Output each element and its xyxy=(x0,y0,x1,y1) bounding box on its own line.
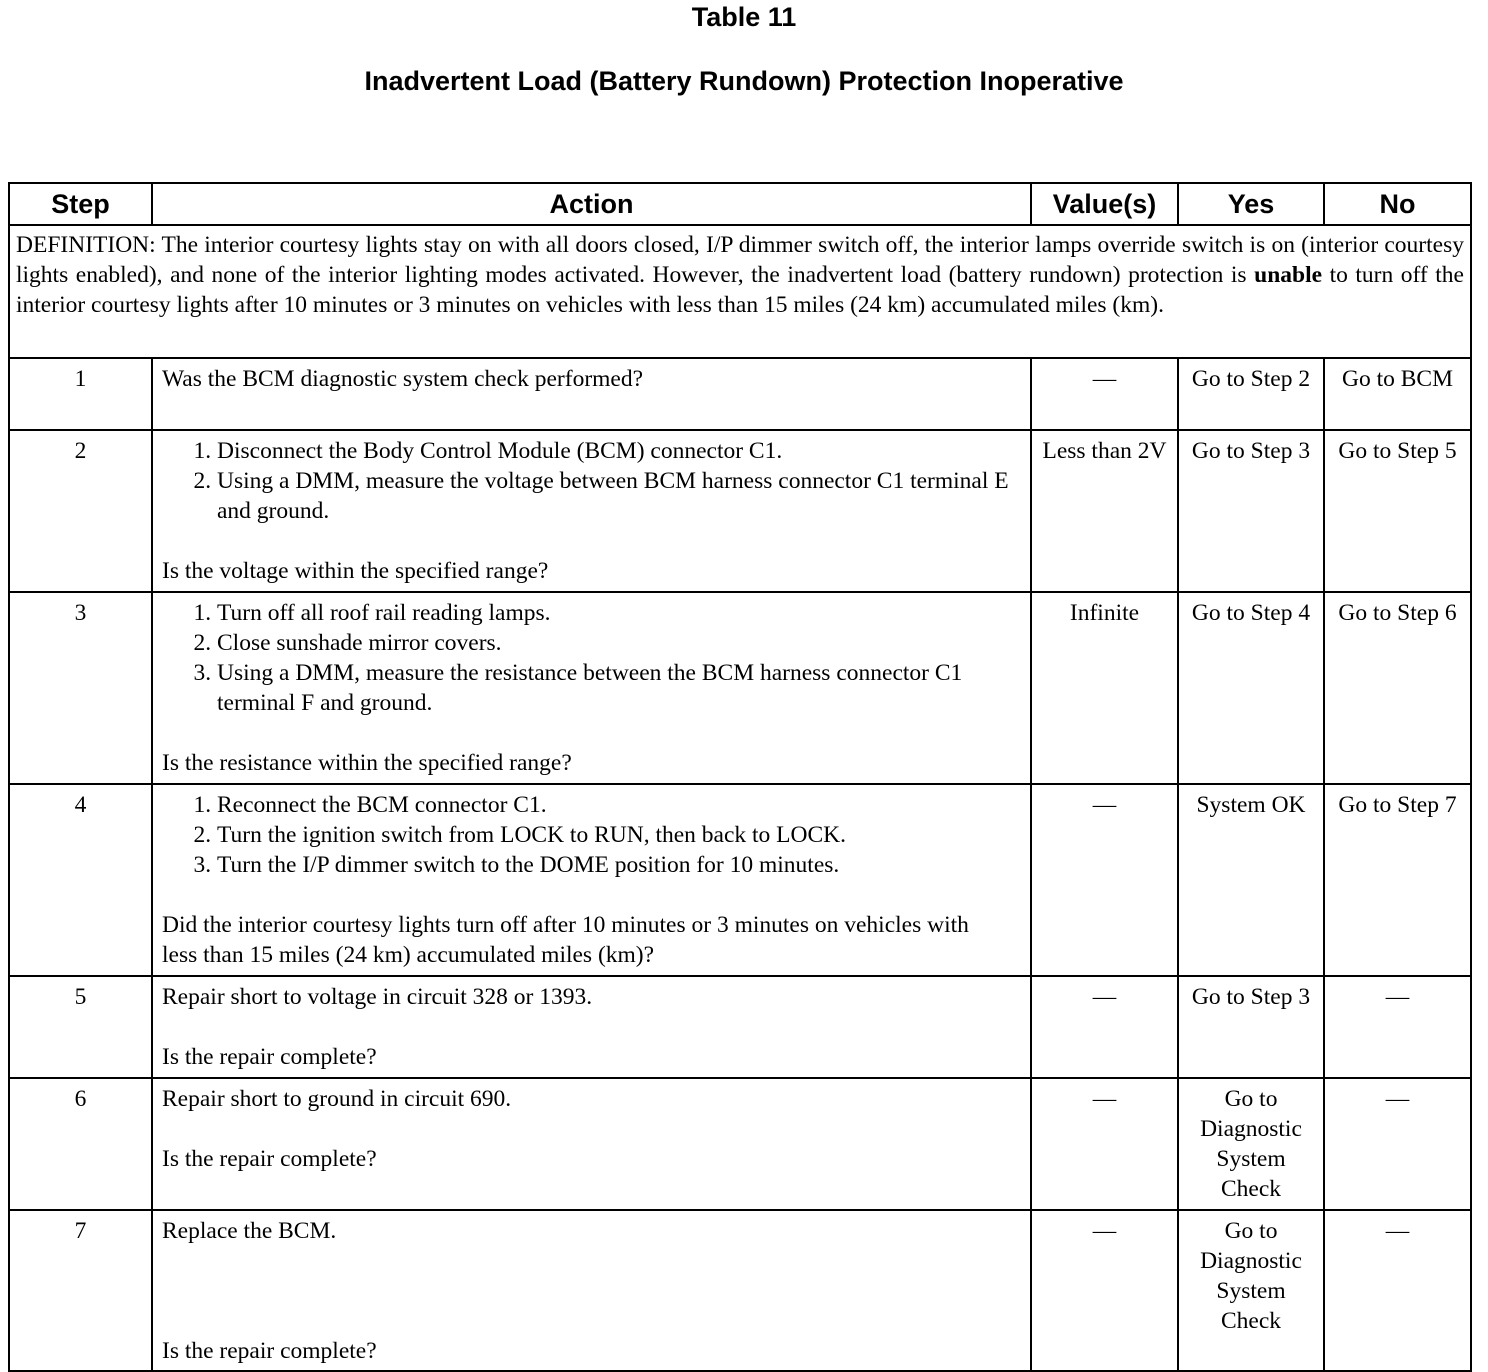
action-cell xyxy=(152,430,1031,592)
action-question: Was the BCM diagnostic system check performed? xyxy=(162,366,644,392)
diagnostic-table xyxy=(8,182,1472,1372)
action-question: Is the resistance within the specified range? xyxy=(162,750,572,776)
action-question: Did the interior courtesy lights turn off after 10 minutes or 3 minutes on vehicles with less than 15 miles (24 km) accumulated miles (km)? xyxy=(162,912,969,968)
step-number: 5 xyxy=(9,976,152,1078)
action-cell xyxy=(152,1078,1031,1210)
value-cell: — xyxy=(1031,976,1178,1078)
definition-emphasis: unable xyxy=(1254,262,1323,288)
no-cell: Go to Step 5 xyxy=(1324,430,1471,592)
instruction-item: 3. Turn the I/P dimmer switch to the DOME position for 10 minutes. xyxy=(217,850,1022,880)
no-cell: Go to Step 7 xyxy=(1324,784,1471,976)
definition-suffix: to turn off the interior courtesy lights after 10 minutes or 3 minutes on vehicles with less than 15 miles (24 km) accumulated miles (km). xyxy=(16,262,1464,318)
action-cell xyxy=(152,1210,1031,1371)
header-step: Step xyxy=(9,183,152,225)
definition-row xyxy=(9,225,1471,358)
value-cell: — xyxy=(1031,1210,1178,1371)
yes-cell: Go to Step 2 xyxy=(1178,358,1324,430)
no-cell: Go to BCM xyxy=(1324,358,1471,430)
action-cell xyxy=(152,784,1031,976)
value-cell: — xyxy=(1031,358,1178,430)
step-number: 2 xyxy=(9,430,152,592)
action-instruction: Repair short to voltage in circuit 328 or 1393. xyxy=(162,984,593,1010)
value-cell: — xyxy=(1031,784,1178,976)
table-row xyxy=(9,784,1471,976)
action-question: Is the repair complete? xyxy=(162,1044,377,1070)
action-instruction: Repair short to ground in circuit 690. xyxy=(162,1086,512,1112)
action-instruction: Replace the BCM. xyxy=(162,1218,337,1244)
instruction-item: 3. Using a DMM, measure the resistance between the BCM harness connector C1 terminal F and ground. xyxy=(217,658,1022,718)
header-no: No xyxy=(1324,183,1471,225)
yes-cell: Go to Step 3 xyxy=(1178,976,1324,1078)
step-number: 1 xyxy=(9,358,152,430)
instruction-item: 2. Turn the ignition switch from LOCK to RUN, then back to LOCK. xyxy=(217,820,1022,850)
instruction-item: 2. Using a DMM, measure the voltage between BCM harness connector C1 terminal E and ground. xyxy=(217,466,1022,526)
instruction-item: 1. Disconnect the Body Control Module (BCM) connector C1. xyxy=(217,436,1022,466)
no-cell: Go to Step 6 xyxy=(1324,592,1471,784)
action-question: Is the voltage within the specified range? xyxy=(162,558,549,584)
step-number: 4 xyxy=(9,784,152,976)
definition-prefix: DEFINITION: The interior courtesy lights stay on with all doors closed, I/P dimmer switch off, the interior lamps override switch is on (interior courtesy lights enabled), and none of the interior lighting modes activated. However, the inadvertent load (battery rundown) protection is xyxy=(16,232,1464,288)
value-cell: — xyxy=(1031,1078,1178,1210)
action-question: Is the repair complete? xyxy=(162,1338,377,1364)
action-cell xyxy=(152,592,1031,784)
header-action: Action xyxy=(152,183,1031,225)
header-yes: Yes xyxy=(1178,183,1324,225)
action-cell xyxy=(152,358,1031,430)
table-title: Table 11 xyxy=(691,2,797,32)
yes-cell: Go to Step 4 xyxy=(1178,592,1324,784)
yes-cell: System OK xyxy=(1178,784,1324,976)
action-question: Is the repair complete? xyxy=(162,1146,377,1172)
table-row xyxy=(9,1210,1471,1371)
instruction-item: 2. Close sunshade mirror covers. xyxy=(217,628,1022,658)
no-cell: — xyxy=(1324,1210,1471,1371)
instruction-list xyxy=(162,436,1022,526)
no-cell: — xyxy=(1324,976,1471,1078)
table-row xyxy=(9,1078,1471,1210)
instruction-list xyxy=(162,790,1022,880)
instruction-item: 1. Turn off all roof rail reading lamps. xyxy=(217,598,1022,628)
step-number: 7 xyxy=(9,1210,152,1371)
action-cell xyxy=(152,976,1031,1078)
table-row xyxy=(9,358,1471,430)
table-subtitle: Inadvertent Load (Battery Rundown) Protection Inoperative xyxy=(364,66,1124,96)
header-row xyxy=(9,183,1471,225)
step-number: 6 xyxy=(9,1078,152,1210)
table-row xyxy=(9,976,1471,1078)
no-cell: — xyxy=(1324,1078,1471,1210)
instruction-list xyxy=(162,598,1022,718)
value-cell: Less than 2V xyxy=(1031,430,1178,592)
table-row xyxy=(9,592,1471,784)
yes-cell: Go to Diagnostic System Check xyxy=(1178,1078,1324,1210)
step-number: 3 xyxy=(9,592,152,784)
yes-cell: Go to Diagnostic System Check xyxy=(1178,1210,1324,1371)
definition-cell xyxy=(9,225,1471,358)
yes-cell: Go to Step 3 xyxy=(1178,430,1324,592)
instruction-item: 1. Reconnect the BCM connector C1. xyxy=(217,790,1022,820)
header-values: Value(s) xyxy=(1031,183,1178,225)
value-cell: Infinite xyxy=(1031,592,1178,784)
table-row xyxy=(9,430,1471,592)
